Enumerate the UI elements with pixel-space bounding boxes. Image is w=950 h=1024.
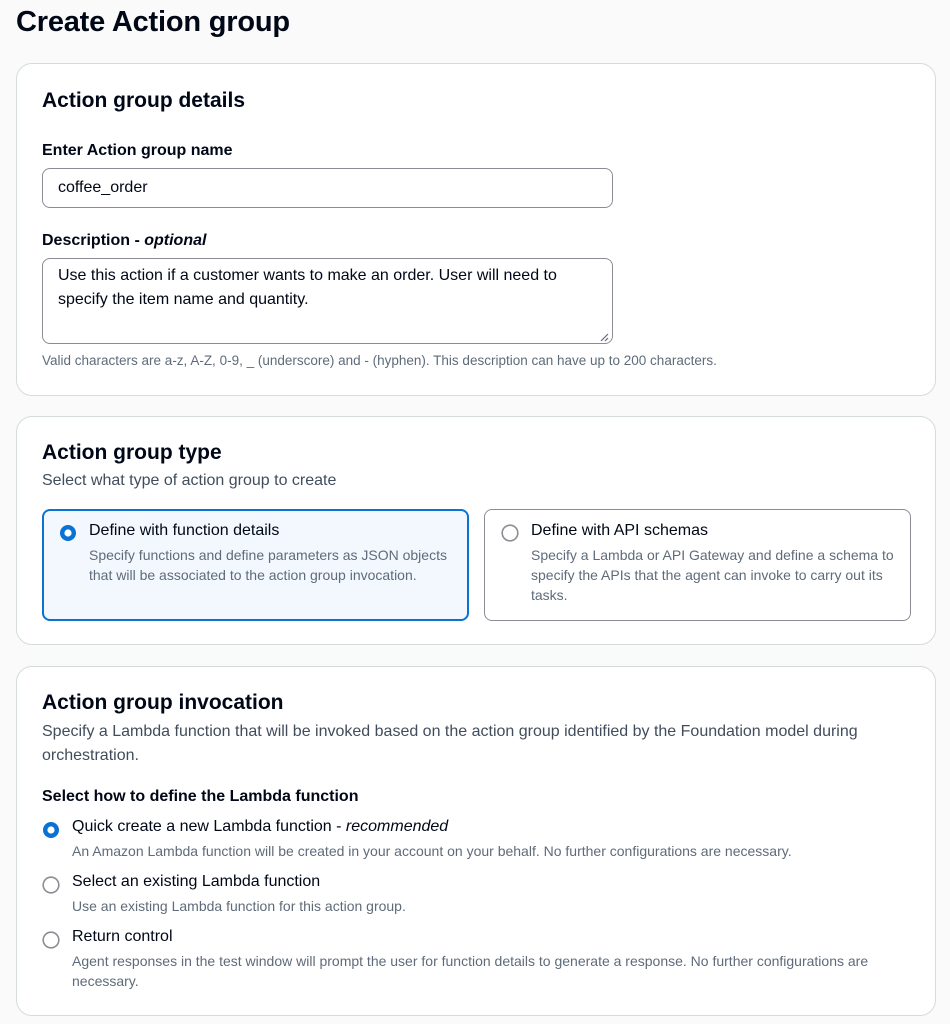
details-heading: Action group details [42,89,246,112]
type-subtitle: Select what type of action group to create [42,472,337,489]
option-return-control-label: Return control [72,928,173,945]
invocation-subtitle: Specify a Lambda function that will be invoked based on the action group identified by the Foundation model during orchestration. [42,723,858,764]
option-existing-lambda-label: Select an existing Lambda function [72,873,321,890]
radio-unselected-icon[interactable] [42,876,60,894]
action-group-type-card [16,416,936,645]
description-label [42,232,206,250]
page-title: Create Action group [16,6,290,38]
description-hint: Valid characters are a-z, A-Z, 0-9, _ (underscore) and - (hyphen). This description can have up to 200 characters. [42,353,717,368]
recommended-tag: recommended [345,818,449,835]
invocation-heading: Action group invocation [42,691,284,714]
tile-function-details[interactable] [42,509,469,621]
option-existing-lambda[interactable] [42,873,902,917]
action-group-details-card [16,63,936,396]
resize-grip-icon[interactable] [599,332,609,342]
tile-function-details-description: Specify functions and define parameters as JSON objects that will be associated to the action group invocation. [89,547,447,583]
tile-api-schemas-title: Define with API schemas [531,522,708,539]
option-return-control[interactable] [42,928,902,992]
tile-api-schemas[interactable] [484,509,911,621]
radio-selected-icon[interactable] [42,821,60,839]
action-group-name-input[interactable] [42,168,613,208]
radio-unselected-icon[interactable] [42,931,60,949]
description-textarea[interactable] [42,258,613,344]
option-quick-create-lambda[interactable] [42,818,902,862]
tile-api-schemas-description: Specify a Lambda or API Gateway and define a schema to specify the APIs that the agent can invoke to carry out its tasks. [531,547,894,603]
name-label: Enter Action group name [42,142,233,159]
radio-selected-icon[interactable] [59,524,77,542]
tile-function-details-title: Define with function details [89,522,280,539]
option-return-control-description: Agent responses in the test window will prompt the user for function details to generate a response. No further configurations are necessary. [72,953,869,989]
description-optional-tag: optional [144,232,207,249]
type-heading: Action group type [42,441,222,464]
option-quick-create-label-text: Quick create a new Lambda function - [72,818,346,835]
option-quick-create-label [72,818,448,836]
description-label-text: Description - [42,232,145,249]
radio-unselected-icon[interactable] [501,524,519,542]
lambda-define-label: Select how to define the Lambda function [42,788,359,805]
option-existing-lambda-description: Use an existing Lambda function for this action group. [72,898,406,914]
option-quick-create-description: An Amazon Lambda function will be created in your account on your behalf. No further configurations are necessary. [72,843,792,859]
action-group-invocation-card [16,666,936,1016]
